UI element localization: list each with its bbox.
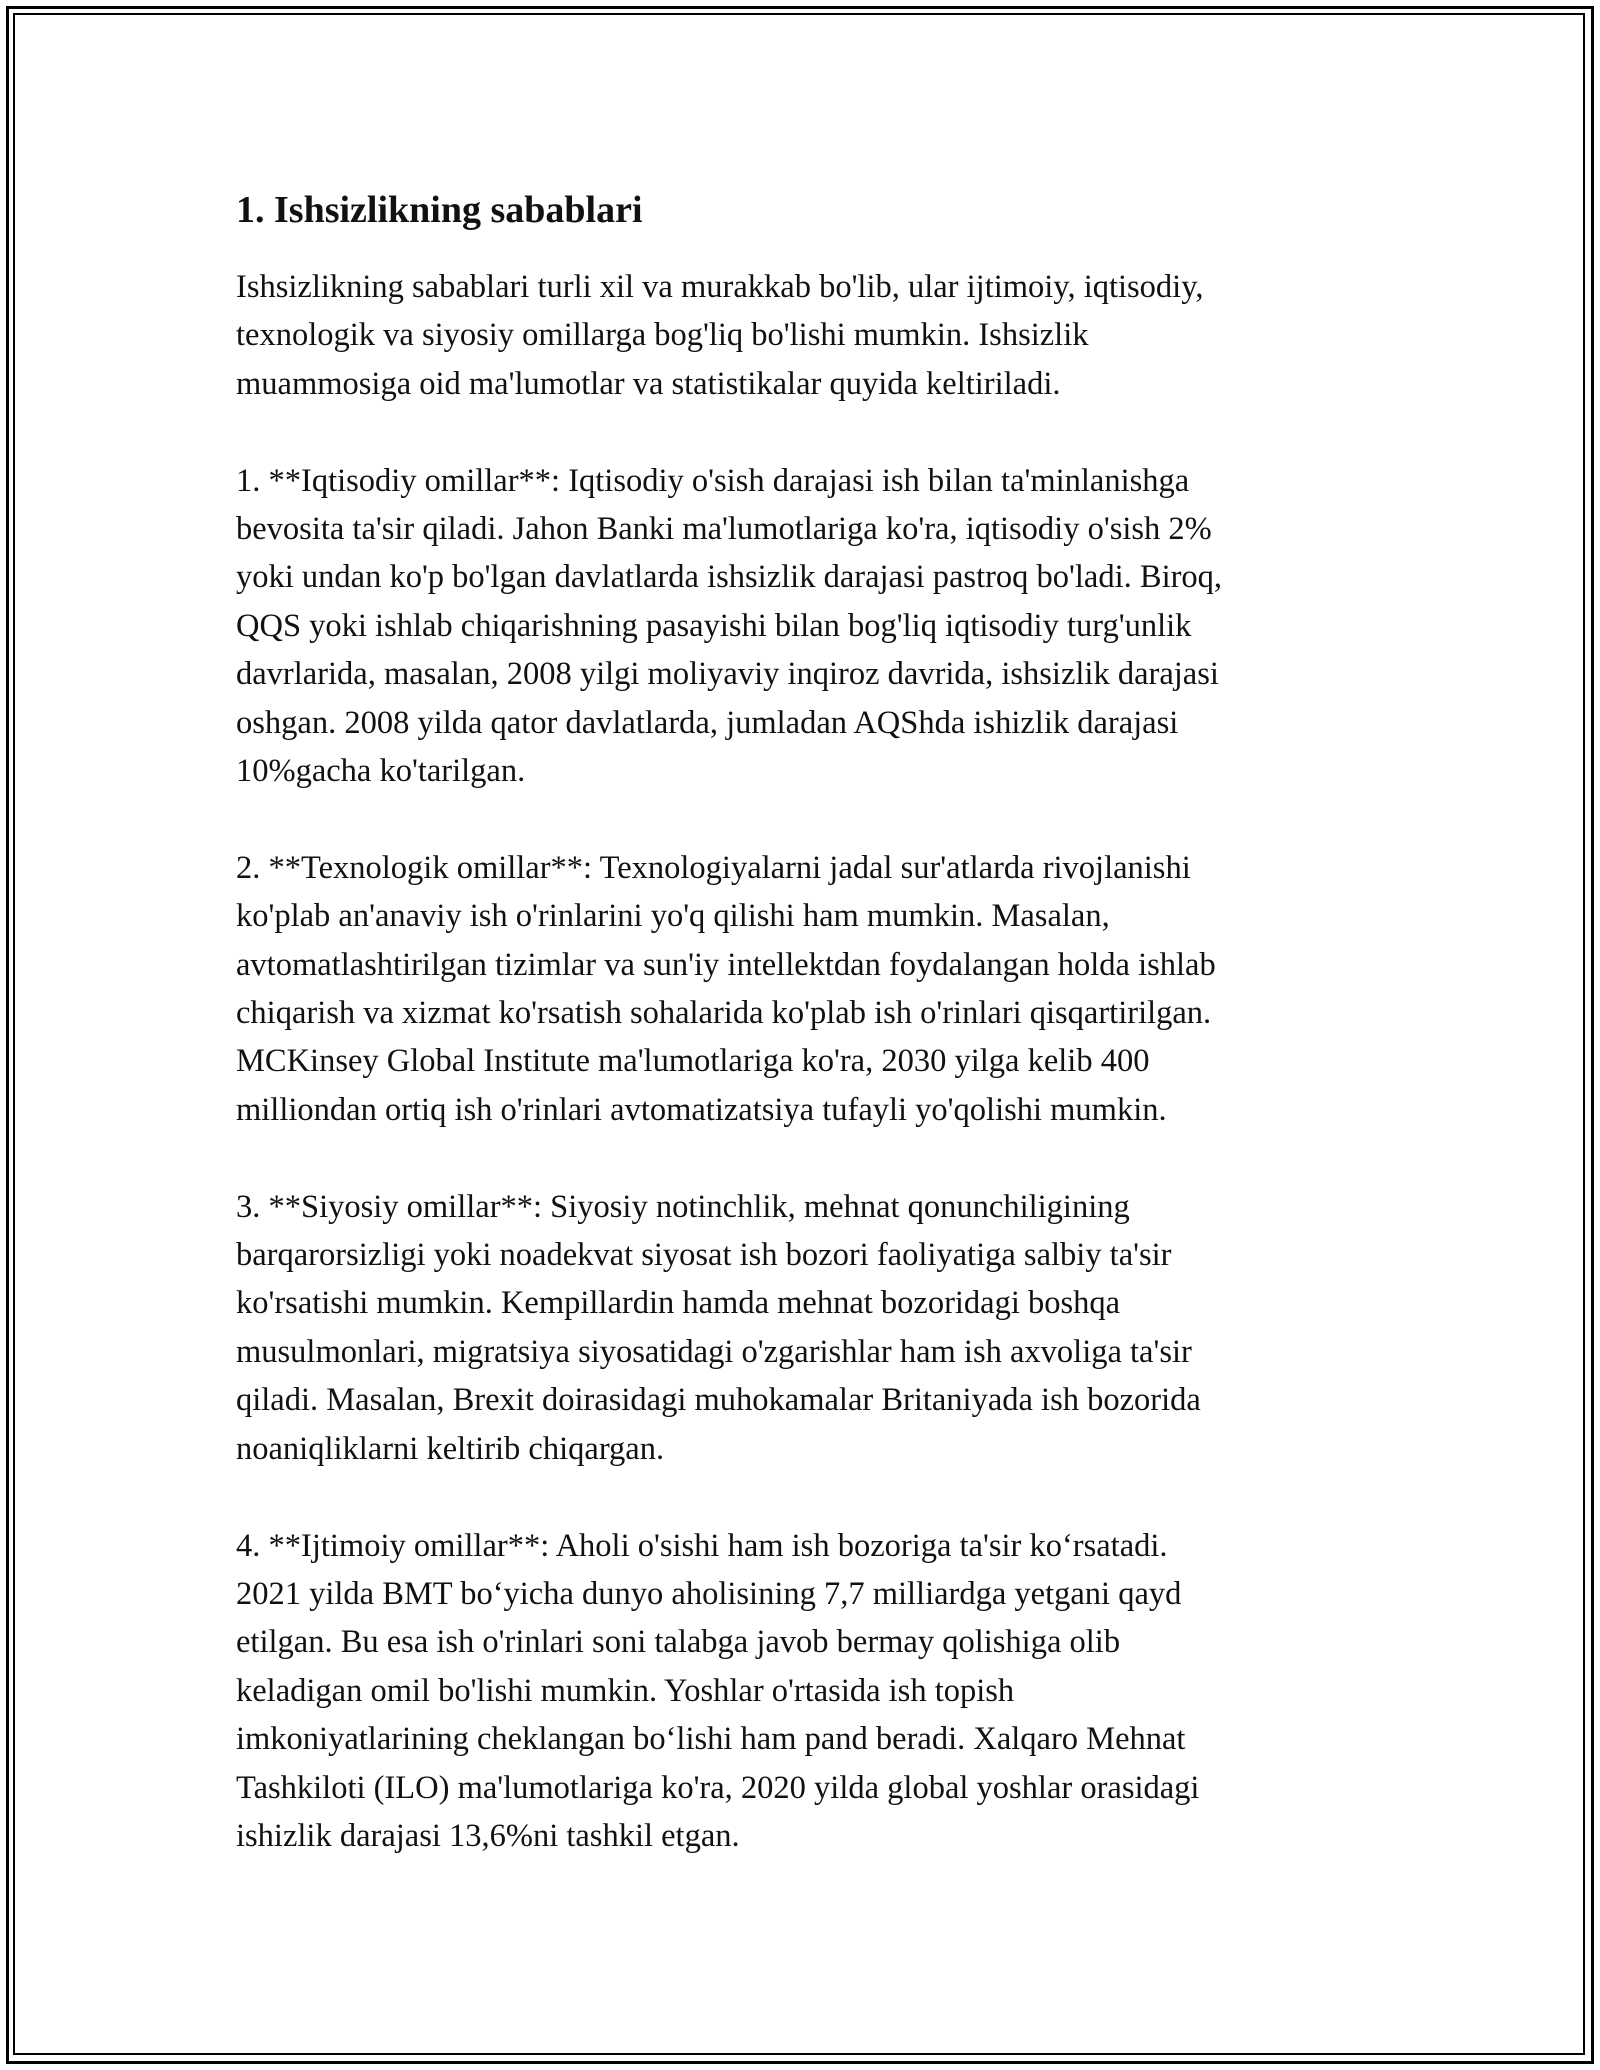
economic-factors-paragraph: 1. **Iqtisodiy omillar**: Iqtisodiy o'sish darajasi ish bilan ta'minlanishga bevosita ta'sir qiladi. Jahon Banki ma'lumotlariga ko'ra, iqtisodiy o'sish 2% yoki undan ko'p bo'lgan davlatlarda ishsizlik darajasi pastroq bo'ladi. Biroq, QQS yoki ishlab chiqarishning pasayishi bilan bog'liq iqtisodiy turg'unlik davrlarida, masalan, 2008 yilgi moliyaviy inqiroz davrida, ishsizlik darajasi oshgan. 2008 yilda qator davlatlarda, jumladan AQShda ishizlik darajasi 10%gacha ko'tarilgan. (236, 462, 1223, 790)
technological-factors-paragraph: 2. **Texnologik omillar**: Texnologiyalarni jadal sur'atlarda rivojlanishi ko'plab an'anaviy ish o'rinlarini yo'q qilishi ham mumkin. Masalan, avtomatlashtirilgan tizimlar va sun'iy intellektdan foydalangan holda ishlab chiqarish va xizmat ko'rsatish sohalarida ko'plab ish o'rinlari qisqartirilgan. MCKinsey Global Institute ma'lumotlariga ko'ra, 2030 yilga kelib 400 milliondan ortiq ish o'rinlari avtomatizatsiya tufayli yo'qolishi mumkin. (236, 849, 1216, 1128)
document-body (236, 185, 1366, 1860)
intro-paragraph: Ishsizlikning sabablari turli xil va murakkab bo'lib, ular ijtimoiy, iqtisodiy, texnologik va siyosiy omillarga bog'liq bo'lishi mumkin. Ishsizlik muammosiga oid ma'lumotlar va statistikalar quyida keltiriladi. (236, 269, 1204, 402)
social-factors-paragraph: 4. **Ijtimoiy omillar**: Aholi o'sishi ham ish bozoriga ta'sir ko‘rsatadi. 2021 yilda BMT bo‘yicha dunyo aholisining 7,7 milliardga yetgani qayd etilgan. Bu esa ish o'rinlari soni talabga javob bermay qolishiga olib keladigan omil bo'lishi mumkin. Yoshlar o'rtasida ish topish imkoniyatlarining cheklangan bo‘lishi ham pand beradi. Xalqaro Mehnat Tashkiloti (ILO) ma'lumotlariga ko'ra, 2020 yilda global yoshlar orasidagi ishizlik darajasi 13,6%ni tashkil etgan. (236, 1527, 1200, 1854)
section-heading: 1. Ishsizlikning sabablari (236, 189, 643, 231)
political-factors-paragraph: 3. **Siyosiy omillar**: Siyosiy notinchlik, mehnat qonunchiligining barqarorsizligi yoki noadekvat siyosat ish bozori faoliyatiga salbiy ta'sir ko'rsatishi mumkin. Kempillardin hamda mehnat bozoridagi boshqa musulmonlari, migratsiya siyosatidagi o'zgarishlar ham ish axvoliga ta'sir qiladi. Masalan, Brexit doirasidagi muhokamalar Britaniyada ish bozorida noaniqliklarni keltirib chiqargan. (236, 1188, 1201, 1467)
